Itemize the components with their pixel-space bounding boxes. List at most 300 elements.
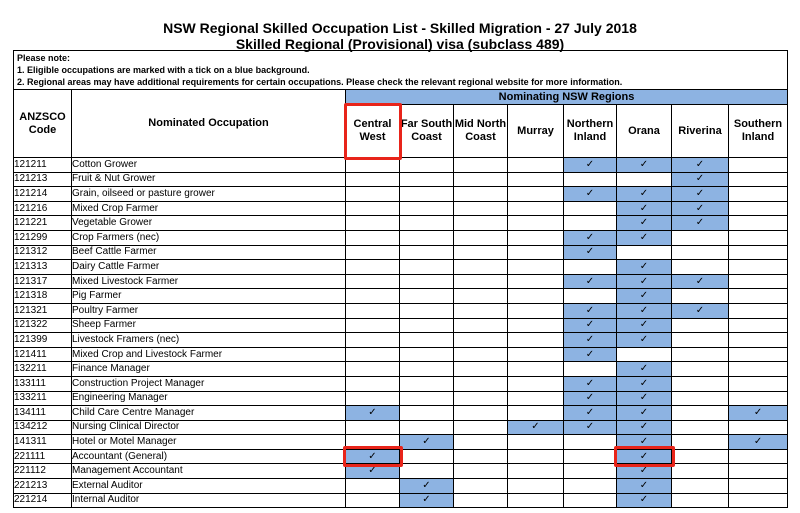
region-cell-murray (508, 172, 564, 187)
region-cell-northern-inland (564, 449, 617, 464)
region-cell-southern-inland (729, 172, 788, 187)
region-cell-southern-inland (729, 201, 788, 216)
region-cell-northern-inland (564, 289, 617, 304)
region-cell-far-south-coast (400, 420, 454, 435)
region-cell-far-south-coast (400, 187, 454, 202)
region-cell-central-west (346, 479, 400, 494)
occupation-cell: Sheep Farmer (72, 318, 346, 333)
tick-icon: ✓ (639, 202, 649, 214)
occupation-cell: Poultry Farmer (72, 303, 346, 318)
table-row (14, 245, 788, 260)
region-cell-far-south-coast (400, 376, 454, 391)
region-cell-orana (617, 216, 672, 231)
occupation-cell: Mixed Crop Farmer (72, 201, 346, 216)
tick-icon: ✓ (639, 158, 649, 170)
region-cell-murray (508, 449, 564, 464)
region-cell-central-west (346, 187, 400, 202)
anzsco-code-cell: 221213 (14, 479, 72, 494)
tick-icon: ✓ (695, 275, 705, 287)
region-cell-murray (508, 362, 564, 377)
tick-icon: ✓ (422, 436, 431, 448)
table-row (14, 347, 788, 362)
notes-cell (14, 51, 788, 90)
region-header-northern-inland: Northern Inland (564, 105, 617, 158)
region-cell-central-west (346, 289, 400, 304)
table-row (14, 333, 788, 348)
region-cell-murray (508, 158, 564, 173)
region-cell-riverina (672, 420, 729, 435)
region-cell-mid-north-coast (454, 289, 508, 304)
anzsco-code-cell: 121214 (14, 187, 72, 202)
tick-icon: ✓ (639, 479, 649, 491)
tick-icon: ✓ (585, 421, 595, 433)
region-cell-northern-inland (564, 172, 617, 187)
region-cell-northern-inland (564, 230, 617, 245)
region-cell-riverina (672, 347, 729, 362)
anzsco-code-cell: 121312 (14, 245, 72, 260)
region-cell-northern-inland (564, 362, 617, 377)
region-cell-riverina (672, 187, 729, 202)
region-cell-riverina (672, 493, 729, 508)
occupation-cell: Grain, oilseed or pasture grower (72, 187, 346, 202)
tick-icon: ✓ (695, 217, 705, 229)
region-cell-murray (508, 347, 564, 362)
tick-icon: ✓ (585, 406, 595, 418)
region-cell-orana (617, 303, 672, 318)
region-cell-mid-north-coast (454, 493, 508, 508)
region-header-central-west: Central West (346, 105, 400, 158)
anzsco-code-cell: 121321 (14, 303, 72, 318)
region-cell-far-south-coast (400, 318, 454, 333)
region-cell-murray (508, 187, 564, 202)
region-cell-northern-inland (564, 245, 617, 260)
anzsco-code-cell: 221112 (14, 464, 72, 479)
region-cell-southern-inland (729, 318, 788, 333)
region-cell-northern-inland (564, 479, 617, 494)
region-cell-southern-inland (729, 347, 788, 362)
tick-icon: ✓ (585, 377, 595, 389)
region-cell-northern-inland (564, 347, 617, 362)
tick-icon: ✓ (639, 333, 649, 345)
anzsco-code-cell: 121299 (14, 230, 72, 245)
occupation-cell: Fruit & Nut Grower (72, 172, 346, 187)
region-cell-central-west (346, 260, 400, 275)
anzsco-code-cell: 121318 (14, 289, 72, 304)
tick-icon: ✓ (422, 479, 431, 491)
region-cell-mid-north-coast (454, 333, 508, 348)
tick-icon: ✓ (695, 158, 705, 170)
occupation-cell: Nursing Clinical Director (72, 420, 346, 435)
region-cell-orana (617, 347, 672, 362)
tick-icon: ✓ (639, 450, 649, 462)
region-cell-mid-north-coast (454, 318, 508, 333)
table-row (14, 230, 788, 245)
region-cell-murray (508, 376, 564, 391)
region-cell-murray (508, 230, 564, 245)
tick-icon: ✓ (639, 290, 649, 302)
tick-icon: ✓ (639, 406, 649, 418)
region-cell-orana (617, 362, 672, 377)
region-cell-orana (617, 187, 672, 202)
table-row (14, 318, 788, 333)
region-cell-mid-north-coast (454, 172, 508, 187)
region-cell-orana (617, 376, 672, 391)
region-cell-mid-north-coast (454, 449, 508, 464)
region-cell-far-south-coast (400, 464, 454, 479)
region-cell-central-west (346, 420, 400, 435)
occupation-cell: Vegetable Grower (72, 216, 346, 231)
region-cell-far-south-coast (400, 260, 454, 275)
regions-title: Nominating NSW Regions (346, 90, 788, 105)
region-cell-far-south-coast (400, 230, 454, 245)
region-cell-far-south-coast (400, 303, 454, 318)
region-cell-southern-inland (729, 406, 788, 421)
highlight-central-west-header (344, 103, 402, 160)
occupation-cell: Mixed Crop and Livestock Farmer (72, 347, 346, 362)
region-cell-mid-north-coast (454, 347, 508, 362)
occupation-cell: Construction Project Manager (72, 376, 346, 391)
region-cell-riverina (672, 362, 729, 377)
region-cell-orana (617, 245, 672, 260)
anzsco-code-cell: 141311 (14, 435, 72, 450)
region-cell-murray (508, 260, 564, 275)
table-row (14, 376, 788, 391)
document-subtitle: Skilled Regional (Provisional) visa (subclass 489) (235, 36, 565, 52)
region-cell-riverina (672, 245, 729, 260)
occupation-cell: Crop Farmers (nec) (72, 230, 346, 245)
region-cell-southern-inland (729, 216, 788, 231)
region-cell-central-west (346, 274, 400, 289)
region-cell-southern-inland (729, 449, 788, 464)
anzsco-code-cell: 221214 (14, 493, 72, 508)
region-cell-riverina (672, 406, 729, 421)
table-row (14, 479, 788, 494)
highlight-accountant-orana (614, 446, 675, 467)
region-cell-orana (617, 289, 672, 304)
anzsco-code-cell: 132211 (14, 362, 72, 377)
region-cell-murray (508, 464, 564, 479)
region-cell-far-south-coast (400, 216, 454, 231)
occupation-cell: Pig Farmer (72, 289, 346, 304)
region-header-orana: Orana (617, 105, 672, 158)
region-cell-southern-inland (729, 289, 788, 304)
region-cell-far-south-coast (400, 406, 454, 421)
region-cell-mid-north-coast (454, 158, 508, 173)
occupation-cell: Beef Cattle Farmer (72, 245, 346, 260)
region-cell-northern-inland (564, 158, 617, 173)
tick-icon: ✓ (695, 187, 705, 199)
table-row (14, 158, 788, 173)
occupation-cell: Accountant (General) (72, 449, 346, 464)
region-cell-southern-inland (729, 376, 788, 391)
region-cell-far-south-coast (400, 289, 454, 304)
tick-icon: ✓ (585, 392, 595, 404)
region-cell-central-west (346, 362, 400, 377)
tick-icon: ✓ (639, 260, 649, 272)
region-cell-riverina (672, 216, 729, 231)
region-cell-mid-north-coast (454, 245, 508, 260)
region-cell-murray (508, 420, 564, 435)
region-cell-murray (508, 216, 564, 231)
occupation-cell: Management Accountant (72, 464, 346, 479)
occupation-cell: Engineering Manager (72, 391, 346, 406)
region-cell-southern-inland (729, 245, 788, 260)
region-cell-far-south-coast (400, 362, 454, 377)
region-cell-far-south-coast (400, 479, 454, 494)
table-row (14, 172, 788, 187)
region-cell-far-south-coast (400, 391, 454, 406)
tick-icon: ✓ (368, 465, 377, 477)
occupation-cell: Livestock Framers (nec) (72, 333, 346, 348)
tick-icon: ✓ (368, 450, 377, 462)
region-cell-orana (617, 420, 672, 435)
region-cell-southern-inland (729, 260, 788, 275)
tick-icon: ✓ (639, 217, 649, 229)
region-cell-riverina (672, 201, 729, 216)
table-row (14, 391, 788, 406)
tick-icon: ✓ (639, 494, 649, 506)
region-cell-central-west (346, 303, 400, 318)
region-cell-orana (617, 318, 672, 333)
table-row (14, 362, 788, 377)
region-cell-mid-north-coast (454, 260, 508, 275)
tick-icon: ✓ (639, 363, 649, 375)
region-cell-northern-inland (564, 406, 617, 421)
occupation-cell: External Auditor (72, 479, 346, 494)
region-cell-northern-inland (564, 376, 617, 391)
region-header-far-south-coast: Far South Coast (400, 105, 454, 158)
region-cell-central-west (346, 347, 400, 362)
region-cell-mid-north-coast (454, 479, 508, 494)
region-cell-orana (617, 158, 672, 173)
region-cell-mid-north-coast (454, 464, 508, 479)
anzsco-code-cell: 133211 (14, 391, 72, 406)
region-cell-riverina (672, 274, 729, 289)
region-cell-murray (508, 274, 564, 289)
region-cell-far-south-coast (400, 333, 454, 348)
tick-icon: ✓ (639, 421, 649, 433)
tick-icon: ✓ (585, 348, 595, 360)
region-cell-murray (508, 435, 564, 450)
region-cell-southern-inland (729, 187, 788, 202)
table-row (14, 201, 788, 216)
region-cell-murray (508, 391, 564, 406)
region-cell-central-west (346, 245, 400, 260)
anzsco-code-cell: 121317 (14, 274, 72, 289)
region-cell-northern-inland (564, 333, 617, 348)
region-cell-riverina (672, 333, 729, 348)
anzsco-code-cell: 121216 (14, 201, 72, 216)
region-cell-riverina (672, 479, 729, 494)
region-cell-orana (617, 230, 672, 245)
occupation-cell: Child Care Centre Manager (72, 406, 346, 421)
table-row (14, 303, 788, 318)
tick-icon: ✓ (639, 392, 649, 404)
tick-icon: ✓ (585, 304, 595, 316)
note-1: 1. Eligible occupations are marked with a tick on a blue background. (17, 65, 310, 75)
table-row (14, 420, 788, 435)
region-cell-central-west (346, 333, 400, 348)
region-cell-far-south-coast (400, 201, 454, 216)
region-cell-riverina (672, 260, 729, 275)
notes-row (14, 51, 788, 90)
region-cell-far-south-coast (400, 172, 454, 187)
tick-icon: ✓ (368, 406, 377, 418)
tick-icon: ✓ (695, 304, 705, 316)
tick-icon: ✓ (639, 187, 649, 199)
region-cell-riverina (672, 230, 729, 245)
region-cell-northern-inland (564, 274, 617, 289)
tick-icon: ✓ (753, 406, 763, 418)
anzsco-code-cell: 121399 (14, 333, 72, 348)
region-cell-southern-inland (729, 230, 788, 245)
region-cell-northern-inland (564, 493, 617, 508)
region-cell-central-west (346, 406, 400, 421)
occupation-cell: Mixed Livestock Farmer (72, 274, 346, 289)
anzsco-code-cell: 121211 (14, 158, 72, 173)
region-header-southern-inland: Southern Inland (729, 105, 788, 158)
region-cell-riverina (672, 464, 729, 479)
region-cell-central-west (346, 158, 400, 173)
table-row (14, 493, 788, 508)
region-cell-mid-north-coast (454, 376, 508, 391)
table-row (14, 187, 788, 202)
region-cell-southern-inland (729, 274, 788, 289)
region-cell-riverina (672, 435, 729, 450)
highlight-accountant-central-west (343, 446, 403, 467)
region-cell-orana (617, 201, 672, 216)
region-cell-central-west (346, 172, 400, 187)
occupation-cell: Finance Manager (72, 362, 346, 377)
region-cell-mid-north-coast (454, 406, 508, 421)
region-cell-far-south-coast (400, 158, 454, 173)
region-cell-central-west (346, 230, 400, 245)
region-cell-southern-inland (729, 420, 788, 435)
region-cell-southern-inland (729, 479, 788, 494)
region-cell-northern-inland (564, 201, 617, 216)
table-row (14, 216, 788, 231)
occupation-header: Nominated Occupation (72, 90, 346, 158)
anzsco-code-cell: 133111 (14, 376, 72, 391)
region-cell-murray (508, 333, 564, 348)
region-cell-northern-inland (564, 216, 617, 231)
table-row (14, 274, 788, 289)
code-header: ANZSCO Code (14, 90, 72, 158)
region-cell-northern-inland (564, 187, 617, 202)
occupation-cell: Hotel or Motel Manager (72, 435, 346, 450)
region-cell-mid-north-coast (454, 201, 508, 216)
anzsco-code-cell: 121313 (14, 260, 72, 275)
tick-icon: ✓ (585, 275, 595, 287)
region-cell-central-west (346, 493, 400, 508)
anzsco-code-cell: 121213 (14, 172, 72, 187)
region-cell-riverina (672, 172, 729, 187)
region-cell-central-west (346, 201, 400, 216)
region-cell-northern-inland (564, 391, 617, 406)
region-cell-northern-inland (564, 420, 617, 435)
tick-icon: ✓ (585, 231, 595, 243)
region-cell-murray (508, 201, 564, 216)
region-cell-orana (617, 333, 672, 348)
occupation-cell: Internal Auditor (72, 493, 346, 508)
region-cell-central-west (346, 318, 400, 333)
note-2: 2. Regional areas may have additional requirements for certain occupations. Please check the relevant regional website for more information. (17, 77, 623, 87)
region-cell-riverina (672, 289, 729, 304)
region-cell-southern-inland (729, 362, 788, 377)
region-cell-far-south-coast (400, 435, 454, 450)
region-cell-mid-north-coast (454, 216, 508, 231)
region-cell-far-south-coast (400, 347, 454, 362)
region-cell-southern-inland (729, 333, 788, 348)
region-cell-orana (617, 406, 672, 421)
region-cell-far-south-coast (400, 493, 454, 508)
region-header-riverina: Riverina (672, 105, 729, 158)
tick-icon: ✓ (531, 421, 540, 433)
notes-heading: Please note: (17, 53, 71, 63)
tick-icon: ✓ (639, 319, 649, 331)
tick-icon: ✓ (585, 158, 595, 170)
occupation-cell: Dairy Cattle Farmer (72, 260, 346, 275)
region-cell-riverina (672, 449, 729, 464)
anzsco-code-cell: 121411 (14, 347, 72, 362)
region-cell-southern-inland (729, 435, 788, 450)
region-cell-murray (508, 493, 564, 508)
region-cell-central-west (346, 216, 400, 231)
anzsco-code-cell: 221111 (14, 449, 72, 464)
anzsco-code-cell: 134212 (14, 420, 72, 435)
region-cell-mid-north-coast (454, 303, 508, 318)
document-title: NSW Regional Skilled Occupation List - Skilled Migration - 27 July 2018 (163, 20, 637, 36)
region-cell-riverina (672, 158, 729, 173)
region-cell-southern-inland (729, 391, 788, 406)
table-row (14, 260, 788, 275)
tick-icon: ✓ (585, 333, 595, 345)
region-cell-orana (617, 391, 672, 406)
region-cell-murray (508, 318, 564, 333)
region-cell-mid-north-coast (454, 230, 508, 245)
region-cell-murray (508, 289, 564, 304)
tick-icon: ✓ (585, 246, 595, 258)
tick-icon: ✓ (753, 436, 763, 448)
tick-icon: ✓ (422, 494, 431, 506)
region-header-murray: Murray (508, 105, 564, 158)
region-cell-riverina (672, 303, 729, 318)
region-cell-northern-inland (564, 318, 617, 333)
region-cell-orana (617, 274, 672, 289)
anzsco-code-cell: 121322 (14, 318, 72, 333)
region-cell-southern-inland (729, 158, 788, 173)
tick-icon: ✓ (639, 377, 649, 389)
tick-icon: ✓ (585, 187, 595, 199)
region-cell-orana (617, 260, 672, 275)
tick-icon: ✓ (639, 304, 649, 316)
region-cell-mid-north-coast (454, 435, 508, 450)
region-cell-orana (617, 479, 672, 494)
region-cell-central-west (346, 391, 400, 406)
tick-icon: ✓ (695, 173, 705, 185)
region-cell-northern-inland (564, 260, 617, 275)
region-cell-riverina (672, 318, 729, 333)
region-cell-murray (508, 406, 564, 421)
region-cell-northern-inland (564, 464, 617, 479)
anzsco-code-cell: 121221 (14, 216, 72, 231)
region-cell-riverina (672, 376, 729, 391)
region-cell-orana (617, 172, 672, 187)
region-cell-murray (508, 245, 564, 260)
region-cell-mid-north-coast (454, 274, 508, 289)
region-cell-mid-north-coast (454, 391, 508, 406)
region-cell-orana (617, 493, 672, 508)
